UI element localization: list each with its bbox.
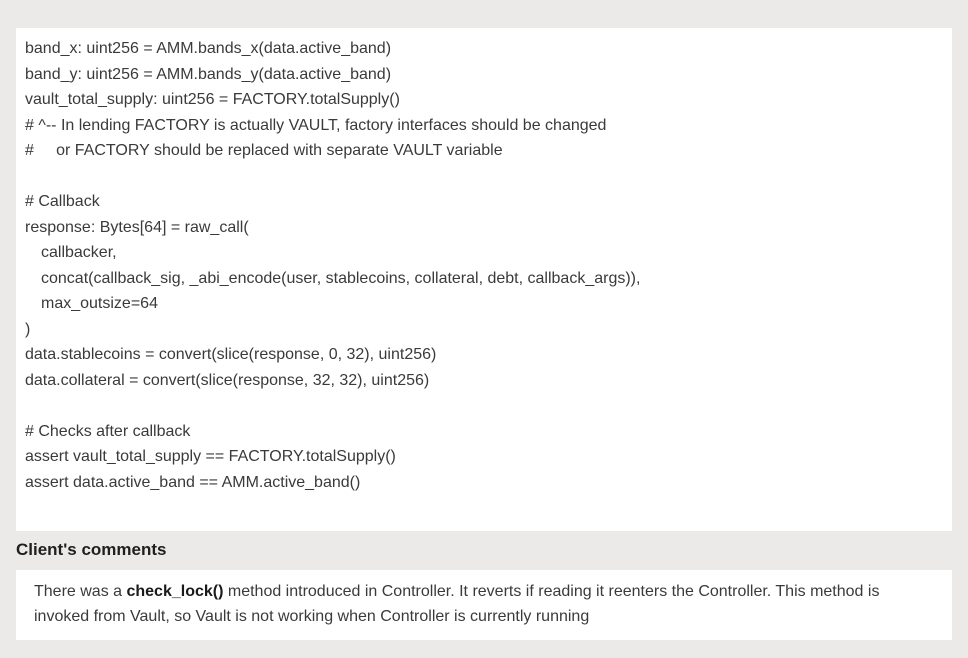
code-line: data.collateral = convert(slice(response, 32, 32), uint256): [25, 371, 430, 389]
code-comment-line: # Checks after callback: [25, 422, 191, 440]
client-comment: [16, 570, 952, 640]
code-blank-line: [25, 164, 952, 190]
code-line: band_y: uint256 = AMM.bands_y(data.active_band): [25, 65, 392, 83]
comment-text-end: method introduced in Controller. It reverts if reading it reenters the Controller. This method is invoked from Vault, so Vault is not working when Controller is currently running: [34, 583, 880, 625]
code-comment-line: # or FACTORY should be replaced with separate VAULT variable: [25, 142, 503, 159]
comment-text-start: There was a: [34, 583, 127, 600]
code-line: assert vault_total_supply == FACTORY.totalSupply(): [25, 448, 396, 465]
code-comment-line: # Callback: [25, 193, 100, 210]
code-line: assert data.active_band == AMM.active_band(): [25, 473, 361, 491]
code-line: response: Bytes[64] = raw_call(: [25, 218, 249, 236]
comment-method-name: check_lock(): [126, 583, 224, 600]
code-blank-line: [25, 393, 952, 419]
code-line: band_x: uint256 = AMM.bands_x(data.active_band): [25, 40, 392, 57]
code-comment-line: # ^-- In lending FACTORY is actually VAULT, factory interfaces should be changed: [25, 116, 607, 134]
code-line: concat(callback_sig, _abi_encode(user, stablecoins, collateral, debt, callback_args)),: [41, 269, 641, 287]
code-line: callbacker,: [41, 244, 117, 261]
code-block: [16, 28, 952, 531]
code-line: vault_total_supply: uint256 = FACTORY.totalSupply(): [25, 91, 400, 108]
code-line: data.stablecoins = convert(slice(response, 0, 32), uint256): [25, 346, 437, 363]
comments-heading: Client's comments: [16, 540, 167, 559]
code-line: ): [25, 320, 31, 338]
code-line: max_outsize=64: [41, 295, 158, 312]
